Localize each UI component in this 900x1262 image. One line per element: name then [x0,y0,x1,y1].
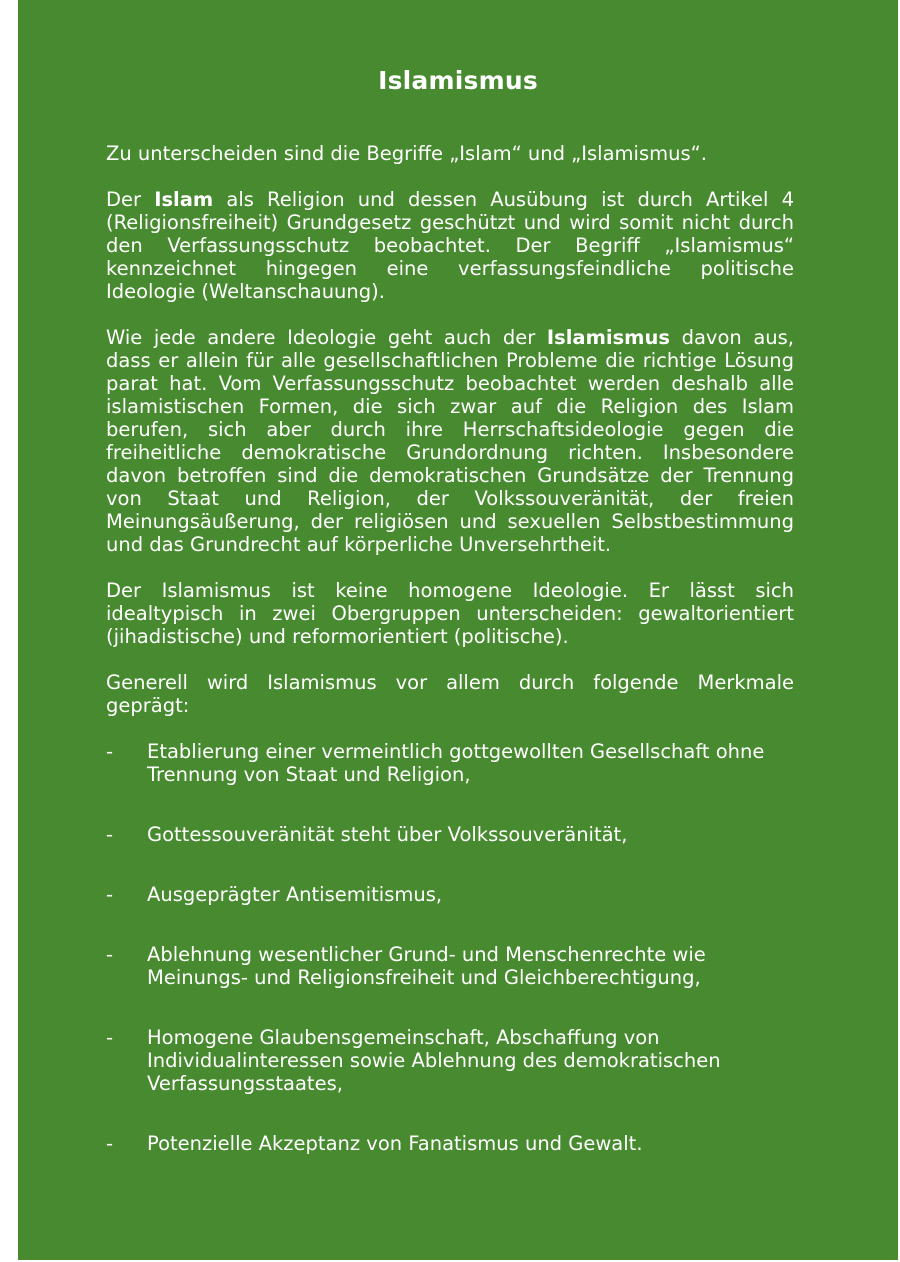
body-text [106,142,794,717]
list-item [106,883,794,906]
list-dash: - [106,1026,114,1049]
list-dash: - [106,883,114,906]
islam-paragraph [106,188,794,303]
list-dash: - [106,740,114,763]
list-item [106,943,794,989]
ideology-paragraph [106,326,794,556]
types-paragraph: Der Islamismus ist keine homogene Ideologie. Er lässt sich idealtypisch in zwei Obergruppen unterscheiden: gewaltorientiert (jihadistische) und reformorientiert (politische). [106,579,794,648]
list-item-text: Potenzielle Akzeptanz von Fanatismus und Gewalt. [147,1132,643,1155]
list-item-text: Etablierung einer vermeintlich gottgewollten Gesellschaft ohne Trennung von Staat und Religion, [147,740,765,786]
list-item-text: Gottessouveränität steht über Volkssouveränität, [147,823,628,846]
list-item [106,823,794,846]
islamismus-term: Islamismus [546,326,670,349]
page-title: Islamismus [378,66,538,95]
ideology-paragraph-pre: Wie jede andere Ideologie geht auch der [106,326,547,349]
list-item [106,740,794,786]
islam-paragraph-pre: Der [106,188,155,211]
features-list [106,740,794,1192]
features-intro-paragraph: Generell wird Islamismus vor allem durch folgende Merkmale geprägt: [106,671,794,717]
list-item-text: Ablehnung wesentlicher Grund- und Menschenrechte wie Meinungs- und Religionsfreiheit und Gleichberechtigung, [147,943,706,989]
list-dash: - [106,823,114,846]
list-dash: - [106,1132,114,1155]
list-item [106,1026,794,1095]
list-item-text: Ausgeprägter Antisemitismus, [147,883,443,906]
intro-paragraph: Zu unterscheiden sind die Begriffe „Islam“ und „Islamismus“. [106,142,707,165]
list-item-text: Homogene Glaubensgemeinschaft, Abschaffung von Individualinteressen sowie Ablehnung des demokratischen Verfassungsstaates, [147,1026,721,1095]
ideology-paragraph-post: davon aus, dass er allein für alle gesellschaftlichen Probleme die richtige Lösung parat hat. Vom Verfassungsschutz beobachtet werden deshalb alle islamistischen Formen, die sich zwar auf die Religion des Islam berufen, sich aber durch ihre Herrschaftsideologie gegen die freiheitliche demokratische Grundordnung richten. Insbesondere davon betroffen sind die demokratischen Grundsätze der Trennung von Staat und Religion, der Volkssouveränität, der freien Meinungsäußerung, der religiösen und sexuellen Selbstbestimmung und das Grundrecht auf körperliche Unversehrtheit. [106,326,794,556]
islam-term: Islam [154,188,214,211]
list-dash: - [106,943,114,966]
islam-paragraph-post: als Religion und dessen Ausübung ist durch Artikel 4 (Religionsfreiheit) Grundgesetz geschützt und wird somit nicht durch den Verfassungsschutz beobachtet. Der Begriff „Islamismus“ kennzeichnet hingegen eine verfassungsfeindliche politische Ideologie (Weltanschauung). [106,188,794,303]
list-item [106,1132,794,1155]
green-page [18,0,898,1260]
